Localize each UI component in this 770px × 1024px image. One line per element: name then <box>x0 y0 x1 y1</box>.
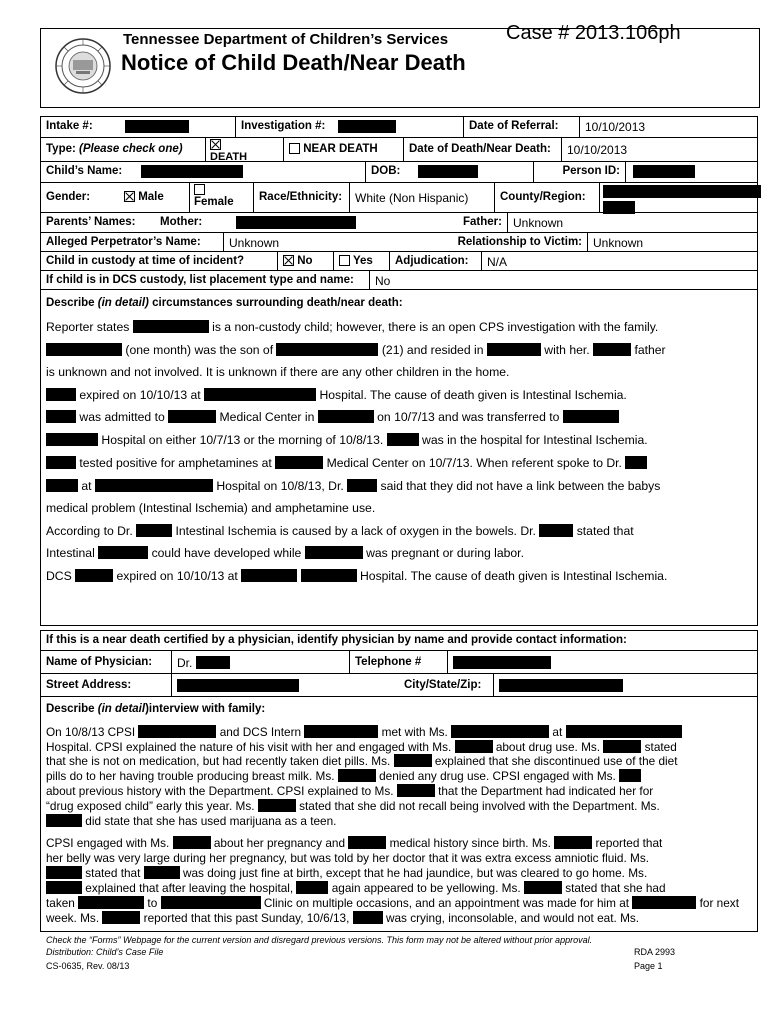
describe-line-2: (one month) was the son of (21) and resided in with her. father <box>46 343 666 357</box>
row-placement <box>40 270 758 290</box>
child-name-label: Child’s Name: <box>46 165 123 177</box>
parents-label: Parents’ Names: <box>46 216 136 228</box>
male-checkbox[interactable] <box>124 191 135 202</box>
physician-name-value: Dr. <box>171 651 349 673</box>
interview-p1-line-7: did state that she has used marijuana as a teen. <box>46 814 336 828</box>
adjudication-label: Adjudication: <box>389 252 481 270</box>
race-label: Race/Ethnicity: <box>253 183 349 212</box>
near-death-note: If this is a near death certified by a physician, identify physician by name and provide contact information: <box>46 634 627 646</box>
describe-line-3: is unknown and not involved. It is unknown if there are any other children in the home. <box>46 365 510 379</box>
footer-form-number: CS-0635, Rev. 08/13 <box>46 961 130 971</box>
interview-p1-line-2: Hospital. CPSI explained the nature of his visit with her and engaged with Ms. about drug use. Ms. stated <box>46 740 677 754</box>
footer-distribution: Distribution: Child’s Case File <box>46 947 164 957</box>
footer-rda: RDA 2993 <box>634 947 676 957</box>
describe-line-7: tested positive for amphetamines at Medical Center on 10/7/13. When referent spoke to Dr. <box>46 456 647 470</box>
row-physician <box>40 650 758 674</box>
death-checkbox[interactable] <box>210 139 221 150</box>
describe-line-8: at Hospital on 10/8/13, Dr. said that they did not have a link between the babys <box>46 479 660 493</box>
female-option[interactable]: Female <box>189 183 253 212</box>
describe-line-5: was admitted to Medical Center in on 10/7/13 and was transferred to <box>46 410 619 424</box>
county-label: County/Region: <box>494 183 599 212</box>
footer-page: Page 1 <box>634 961 663 971</box>
city-label: City/State/Zip: <box>404 679 482 691</box>
father-label: Father: <box>463 216 502 228</box>
date-referral-value: 10/10/2013 <box>579 117 759 137</box>
interview-p1-line-5: about previous history with the Department. CPSI explained to Ms. that the Department had indicated her for <box>46 784 654 798</box>
address-value <box>171 674 437 696</box>
custody-label: Child in custody at time of incident? <box>46 255 245 267</box>
yes-checkbox[interactable] <box>339 255 350 266</box>
state-seal-icon <box>54 37 112 95</box>
row-intake <box>40 116 758 138</box>
row-near-death-note <box>40 630 758 651</box>
row-gender <box>40 182 758 213</box>
agency-name: Tennessee Department of Children’s Services <box>123 31 449 48</box>
row-child <box>40 161 758 183</box>
adjudication-value: N/A <box>481 252 759 270</box>
date-death-value: 10/10/2013 <box>561 138 759 161</box>
address-label: Street Address: <box>46 679 132 691</box>
mother-value <box>231 213 447 232</box>
city-value <box>493 674 759 696</box>
interview-p1-line-4: pills do to her having trouble producing breast milk. Ms. denied any drug use. CPSI engaged with Ms. <box>46 769 641 783</box>
gender-label: Gender: <box>46 191 91 203</box>
type-label: Type: (Please check one) <box>46 143 183 155</box>
describe-line-11: Intestinal could have developed while was pregnant or during labor. <box>46 546 524 560</box>
row-perpetrator <box>40 232 758 252</box>
interview-p2-line-6: week. Ms. reported that this past Sunday, 10/6/13, was crying, inconsolable, and would not eat. Ms. <box>46 911 640 925</box>
case-number: Case # 2013.106ph <box>506 22 681 44</box>
investigation-label: Investigation #: <box>235 117 333 137</box>
interview-p2-line-2: her belly was very large during her pregnancy, but was told by her doctor that it was extra excess amniotic fluid. Ms. <box>46 851 650 865</box>
row-address <box>40 673 758 697</box>
circumstances-heading: Describe (in detail) circumstances surrounding death/near death: <box>46 297 403 309</box>
relationship-label: Relationship to Victim: <box>457 236 582 248</box>
interview-heading: Describe (in detail)interview with family: <box>46 703 266 715</box>
person-id-label: Person ID: <box>533 162 625 182</box>
row-custody <box>40 251 758 271</box>
telephone-value <box>447 651 759 673</box>
describe-line-12: DCS expired on 10/10/13 at Hospital. The cause of death given is Intestinal Ischemia. <box>46 569 668 583</box>
describe-line-10: According to Dr. Intestinal Ischemia is caused by a lack of oxygen in the bowels. Dr. stated that <box>46 524 634 538</box>
dob-label: DOB: <box>365 162 411 182</box>
no-checkbox[interactable] <box>283 255 294 266</box>
person-id-value <box>625 162 759 182</box>
near-death-option[interactable]: NEAR DEATH <box>283 138 403 161</box>
perpetrator-label: Alleged Perpetrator’s Name: <box>46 236 201 248</box>
date-referral-label: Date of Referral: <box>463 117 579 137</box>
telephone-label: Telephone # <box>349 651 447 673</box>
near-death-checkbox[interactable] <box>289 143 300 154</box>
footer-note: Check the “Forms” Webpage for the current version and disregard previous versions. This form may not be altered without prior approval. <box>46 935 593 945</box>
death-option[interactable]: DEATH <box>205 138 283 161</box>
describe-line-6: Hospital on either 10/7/13 or the morning of 10/8/13. was in the hospital for Intestinal Ischemia. <box>46 433 648 447</box>
intake-label: Intake #: <box>46 120 93 132</box>
placement-value: No <box>369 271 759 289</box>
interview-p1-line-6: “drug exposed child” early this year. Ms. stated that she did not recall being involved with the Department. Ms. <box>46 799 660 813</box>
dob-value <box>411 162 533 182</box>
mother-label: Mother: <box>160 216 203 228</box>
perpetrator-value: Unknown <box>223 233 449 251</box>
interview-p2-line-5: taken to Clinic on multiple occasions, and an appointment was made for him at for next <box>46 896 739 910</box>
page-title: Notice of Child Death/Near Death <box>121 50 466 75</box>
interview-p2-line-3: stated that was doing just fine at birth, except that he had jaundice, but was cleared to go home. Ms. <box>46 866 647 880</box>
yes-option[interactable]: Yes <box>333 252 389 270</box>
intake-value <box>117 117 235 137</box>
race-value: White (Non Hispanic) <box>349 183 494 212</box>
county-value <box>599 183 759 212</box>
row-type <box>40 137 758 162</box>
interview-p2-line-4: explained that after leaving the hospital, again appeared to be yellowing. Ms. stated that she had <box>46 881 666 895</box>
female-checkbox[interactable] <box>194 184 205 195</box>
interview-p2-line-1: CPSI engaged with Ms. about her pregnancy and medical history since birth. Ms. reported that <box>46 836 663 850</box>
describe-line-4: expired on 10/10/13 at Hospital. The cause of death given is Intestinal Ischemia. <box>46 388 627 402</box>
interview-p1-line-1: On 10/8/13 CPSI and DCS Intern met with Ms. at <box>46 725 682 739</box>
placement-label: If child is in DCS custody, list placement type and name: <box>46 274 354 286</box>
describe-line-1: Reporter states is a non-custody child; however, there is an open CPS investigation with the family. <box>46 320 659 334</box>
date-death-label: Date of Death/Near Death: <box>403 138 561 161</box>
child-name-value <box>125 162 365 182</box>
investigation-value <box>333 117 463 137</box>
row-parents <box>40 212 758 233</box>
no-option[interactable]: No <box>277 252 333 270</box>
relationship-value: Unknown <box>587 233 759 251</box>
describe-line-9: medical problem (Intestinal Ischemia) and amphetamine use. <box>46 501 376 515</box>
male-option[interactable]: Male <box>119 183 189 212</box>
father-value: Unknown <box>507 213 759 232</box>
physician-name-label: Name of Physician: <box>46 656 153 668</box>
interview-p1-line-3: that she is not on medication, but had recently taken diet pills. Ms. explained that she discontinued use of the diet <box>46 754 678 768</box>
